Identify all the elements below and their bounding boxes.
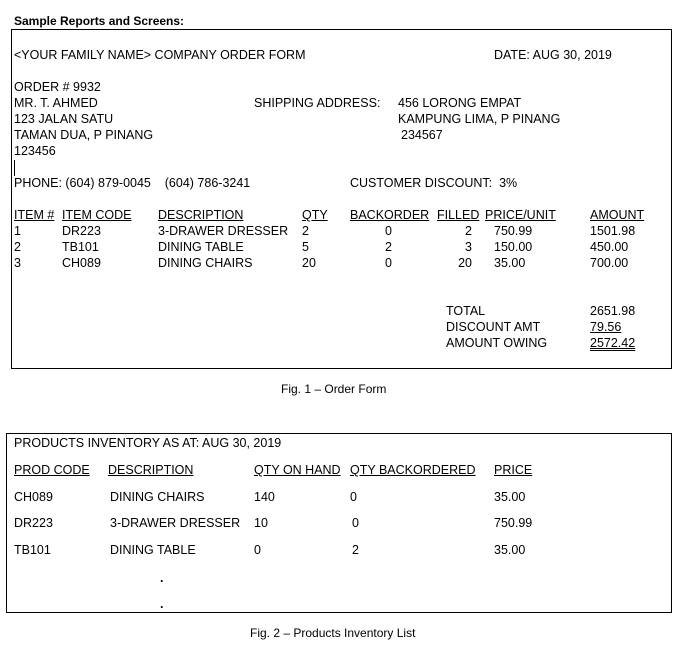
row-description: 3-DRAWER DRESSER bbox=[158, 224, 289, 238]
inv-description: DINING CHAIRS bbox=[110, 490, 205, 504]
col-header-filled: FILLED bbox=[437, 208, 480, 222]
row-filled: 20 bbox=[458, 256, 472, 270]
section-heading: Sample Reports and Screens: bbox=[14, 14, 185, 28]
inv-header-prod-code: PROD CODE bbox=[14, 463, 90, 477]
inventory-title: PRODUCTS INVENTORY AS AT: AUG 30, 2019 bbox=[14, 436, 282, 450]
col-header-description: DESCRIPTION bbox=[158, 208, 244, 222]
shipping-postcode: 234567 bbox=[401, 128, 443, 142]
row-qty: 20 bbox=[302, 256, 316, 270]
row-description: DINING TABLE bbox=[158, 240, 244, 254]
customer-address-line2: TAMAN DUA, P PINANG bbox=[14, 128, 154, 142]
customer-name: MR. T. AHMED bbox=[14, 96, 98, 110]
discount-amount-label: DISCOUNT AMT bbox=[446, 320, 541, 334]
inv-qty-on-hand: 0 bbox=[254, 543, 261, 557]
inv-code: CH089 bbox=[14, 490, 53, 504]
figure-caption-inventory: Fig. 2 – Products Inventory List bbox=[250, 626, 416, 640]
row-code: CH089 bbox=[62, 256, 101, 270]
row-filled: 2 bbox=[465, 224, 472, 238]
inv-qty-on-hand: 10 bbox=[254, 516, 268, 530]
shipping-address-line1: 456 LORONG EMPAT bbox=[398, 96, 522, 110]
continuation-dot: . bbox=[160, 597, 164, 611]
row-backorder: 0 bbox=[385, 224, 392, 238]
inv-price: 750.99 bbox=[494, 516, 533, 530]
row-item: 2 bbox=[14, 240, 21, 254]
col-header-qty: QTY bbox=[302, 208, 328, 222]
col-header-item: ITEM # bbox=[14, 208, 55, 222]
inventory-box bbox=[6, 433, 672, 613]
row-price: 750.99 bbox=[494, 224, 533, 238]
customer-discount: CUSTOMER DISCOUNT: 3% bbox=[350, 176, 518, 190]
row-amount: 700.00 bbox=[590, 256, 629, 270]
inv-qty-backordered: 0 bbox=[350, 490, 357, 504]
inv-description: DINING TABLE bbox=[110, 543, 196, 557]
amount-owing-value: 2572.42 bbox=[590, 336, 636, 350]
row-filled: 3 bbox=[465, 240, 472, 254]
col-header-backorder: BACKORDER bbox=[350, 208, 430, 222]
inv-qty-backordered: 2 bbox=[352, 543, 359, 557]
order-date: DATE: AUG 30, 2019 bbox=[494, 48, 612, 62]
order-number: ORDER # 9932 bbox=[14, 80, 101, 94]
col-header-item-code: ITEM CODE bbox=[62, 208, 132, 222]
row-code: TB101 bbox=[62, 240, 99, 254]
order-form-box bbox=[11, 29, 672, 369]
customer-address-line1: 123 JALAN SATU bbox=[14, 112, 114, 126]
inv-header-description: DESCRIPTION bbox=[108, 463, 194, 477]
col-header-amount: AMOUNT bbox=[590, 208, 645, 222]
row-price: 35.00 bbox=[494, 256, 526, 270]
total-value: 2651.98 bbox=[590, 304, 636, 318]
row-item: 1 bbox=[14, 224, 21, 238]
total-label: TOTAL bbox=[446, 304, 486, 318]
row-amount: 1501.98 bbox=[590, 224, 636, 238]
discount-amount-value: 79.56 bbox=[590, 320, 622, 334]
continuation-dot: . bbox=[160, 571, 164, 585]
inv-price: 35.00 bbox=[494, 490, 526, 504]
shipping-address-line2: KAMPUNG LIMA, P PINANG bbox=[398, 112, 561, 126]
row-price: 150.00 bbox=[494, 240, 533, 254]
text-cursor bbox=[14, 160, 15, 176]
row-code: DR223 bbox=[62, 224, 101, 238]
row-qty: 5 bbox=[302, 240, 309, 254]
row-item: 3 bbox=[14, 256, 21, 270]
inv-price: 35.00 bbox=[494, 543, 526, 557]
row-description: DINING CHAIRS bbox=[158, 256, 253, 270]
inv-header-qty-backordered: QTY BACKORDERED bbox=[350, 463, 476, 477]
inv-header-price: PRICE bbox=[494, 463, 533, 477]
shipping-label: SHIPPING ADDRESS: bbox=[254, 96, 381, 110]
inv-qty-on-hand: 140 bbox=[254, 490, 275, 504]
inv-qty-backordered: 0 bbox=[352, 516, 359, 530]
row-qty: 2 bbox=[302, 224, 309, 238]
inv-code: DR223 bbox=[14, 516, 53, 530]
inv-description: 3-DRAWER DRESSER bbox=[110, 516, 241, 530]
row-backorder: 0 bbox=[385, 256, 392, 270]
order-form-title: <YOUR FAMILY NAME> COMPANY ORDER FORM bbox=[14, 48, 306, 62]
inv-code: TB101 bbox=[14, 543, 51, 557]
col-header-price-unit: PRICE/UNIT bbox=[485, 208, 556, 222]
customer-postcode: 123456 bbox=[14, 144, 56, 158]
figure-caption-order-form: Fig. 1 – Order Form bbox=[281, 382, 387, 396]
row-amount: 450.00 bbox=[590, 240, 629, 254]
phone-numbers: PHONE: (604) 879-0045 (604) 786-3241 bbox=[14, 176, 251, 190]
amount-owing-label: AMOUNT OWING bbox=[446, 336, 548, 350]
row-backorder: 2 bbox=[385, 240, 392, 254]
inv-header-qty-on-hand: QTY ON HAND bbox=[254, 463, 341, 477]
